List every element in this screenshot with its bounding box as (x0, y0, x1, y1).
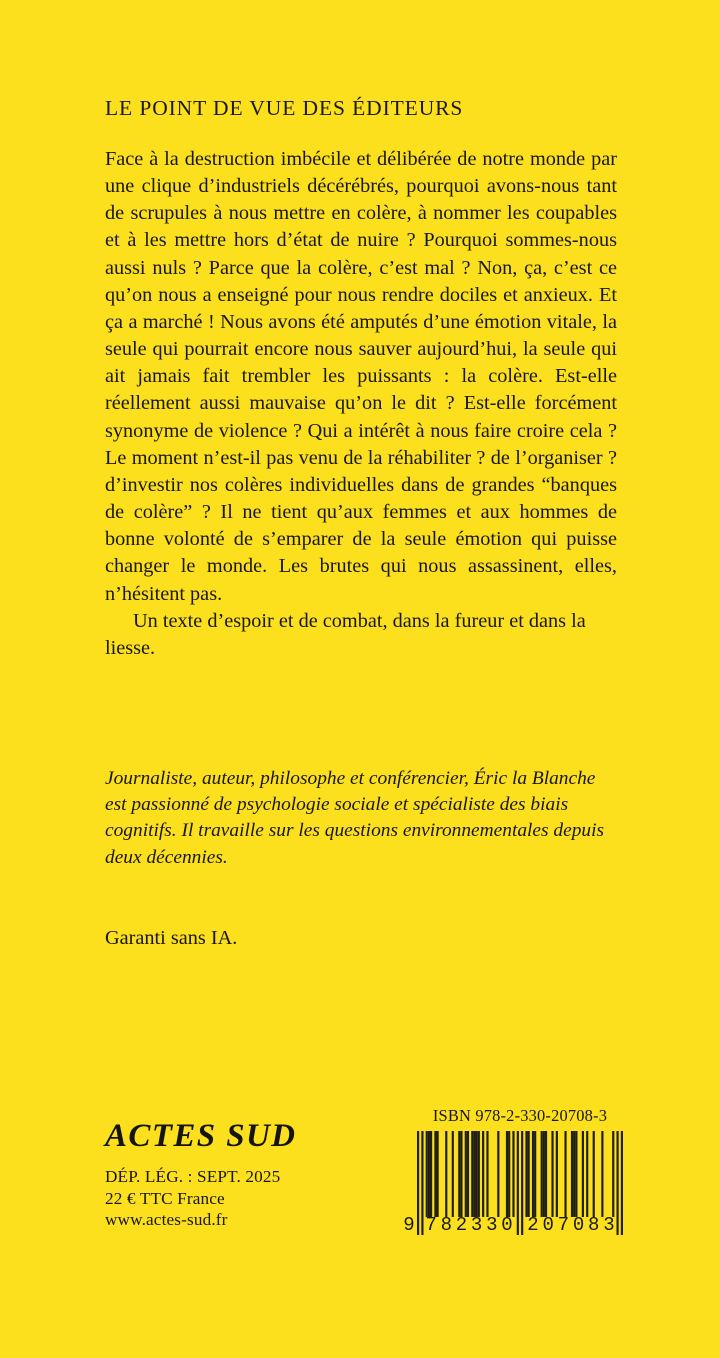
barcode-digit: 3 (486, 1214, 498, 1236)
barcode-digit: 8 (588, 1214, 600, 1236)
barcode-digit: 2 (455, 1214, 468, 1236)
publisher-blurb (105, 146, 617, 662)
editors-viewpoint-heading: LE POINT DE VUE DES ÉDITEURS (105, 96, 464, 120)
barcode-digit: 9 (403, 1214, 415, 1236)
author-bio (105, 766, 617, 871)
tagline: Garanti sans IA. (105, 927, 238, 949)
barcode-digit: 7 (557, 1214, 570, 1236)
blurb-paragraph-1: Face à la destruction imbécile et délibérée de notre monde par une clique d’industriels décérébrés, pourquoi avons-nous tant de scrupules à nous mettre en colère, à nommer les coupables et à les mettre hors d’état de nuire ? Pourquoi sommes-nous aussi nuls ? Parce que la colère, c’est mal ? Non, ça, c’est ce qu’on nous a enseigné pour nous rendre dociles et anxieux. Et ça a marché ! Nous avons été amputés d’une émotion vitale, la seule qui pourrait encore nous sauver aujourd’hui, la seule qui ait jamais fait trembler les puissants : la colère. Est-elle réellement aussi mauvaise qu’on le dit ? Est-elle forcément synonyme de violence ? Qui a intérêt à nous faire croire cela ? Le moment n’est-il pas venu de la réhabiliter ? de l’organiser ? d’investir nos colères individuelles dans de grandes “banques de colère” ? Il ne tient qu’aux femmes et aux hommes de bonne volonté de s’emparer de la seule émotion qui puisse changer le monde. Les brutes qui nous assassinent, elles, n’hésitent pas. (105, 148, 617, 605)
publisher-block (105, 1120, 395, 1231)
barcode-digit: 0 (542, 1214, 554, 1236)
publisher-logo: ACTES SUD (105, 1118, 297, 1154)
barcode-digit: 3 (603, 1214, 615, 1236)
isbn-block (403, 1106, 626, 1236)
isbn-barcode (403, 1131, 623, 1236)
author-bio-text: Journaliste, auteur, philosophe et conférencier, Éric la Blanche est passionné de psychologie sociale et spécialiste des biais cognitifs. Il travaille sur les questions environnementales depuis deux décennies. (105, 768, 605, 868)
barcode-digit-row (403, 1214, 623, 1236)
barcode-digit: 7 (425, 1214, 437, 1236)
barcode-digit: 0 (572, 1214, 585, 1236)
publisher-website: www.actes-sud.fr (105, 1210, 228, 1229)
barcode-digit: 8 (440, 1214, 452, 1236)
blurb-paragraph-2: Un texte d’espoir et de combat, dans la fureur et dans la liesse. (105, 609, 586, 659)
legal-deposit-line: DÉP. LÉG. : SEPT. 2025 (105, 1167, 281, 1186)
barcode-digit: 3 (470, 1214, 483, 1236)
isbn-label: ISBN 978-2-330-20708-3 (432, 1106, 608, 1125)
barcode-digit: 0 (501, 1214, 513, 1236)
price-line: 22 € TTC France (105, 1188, 225, 1208)
barcode-digit: 2 (527, 1214, 539, 1236)
